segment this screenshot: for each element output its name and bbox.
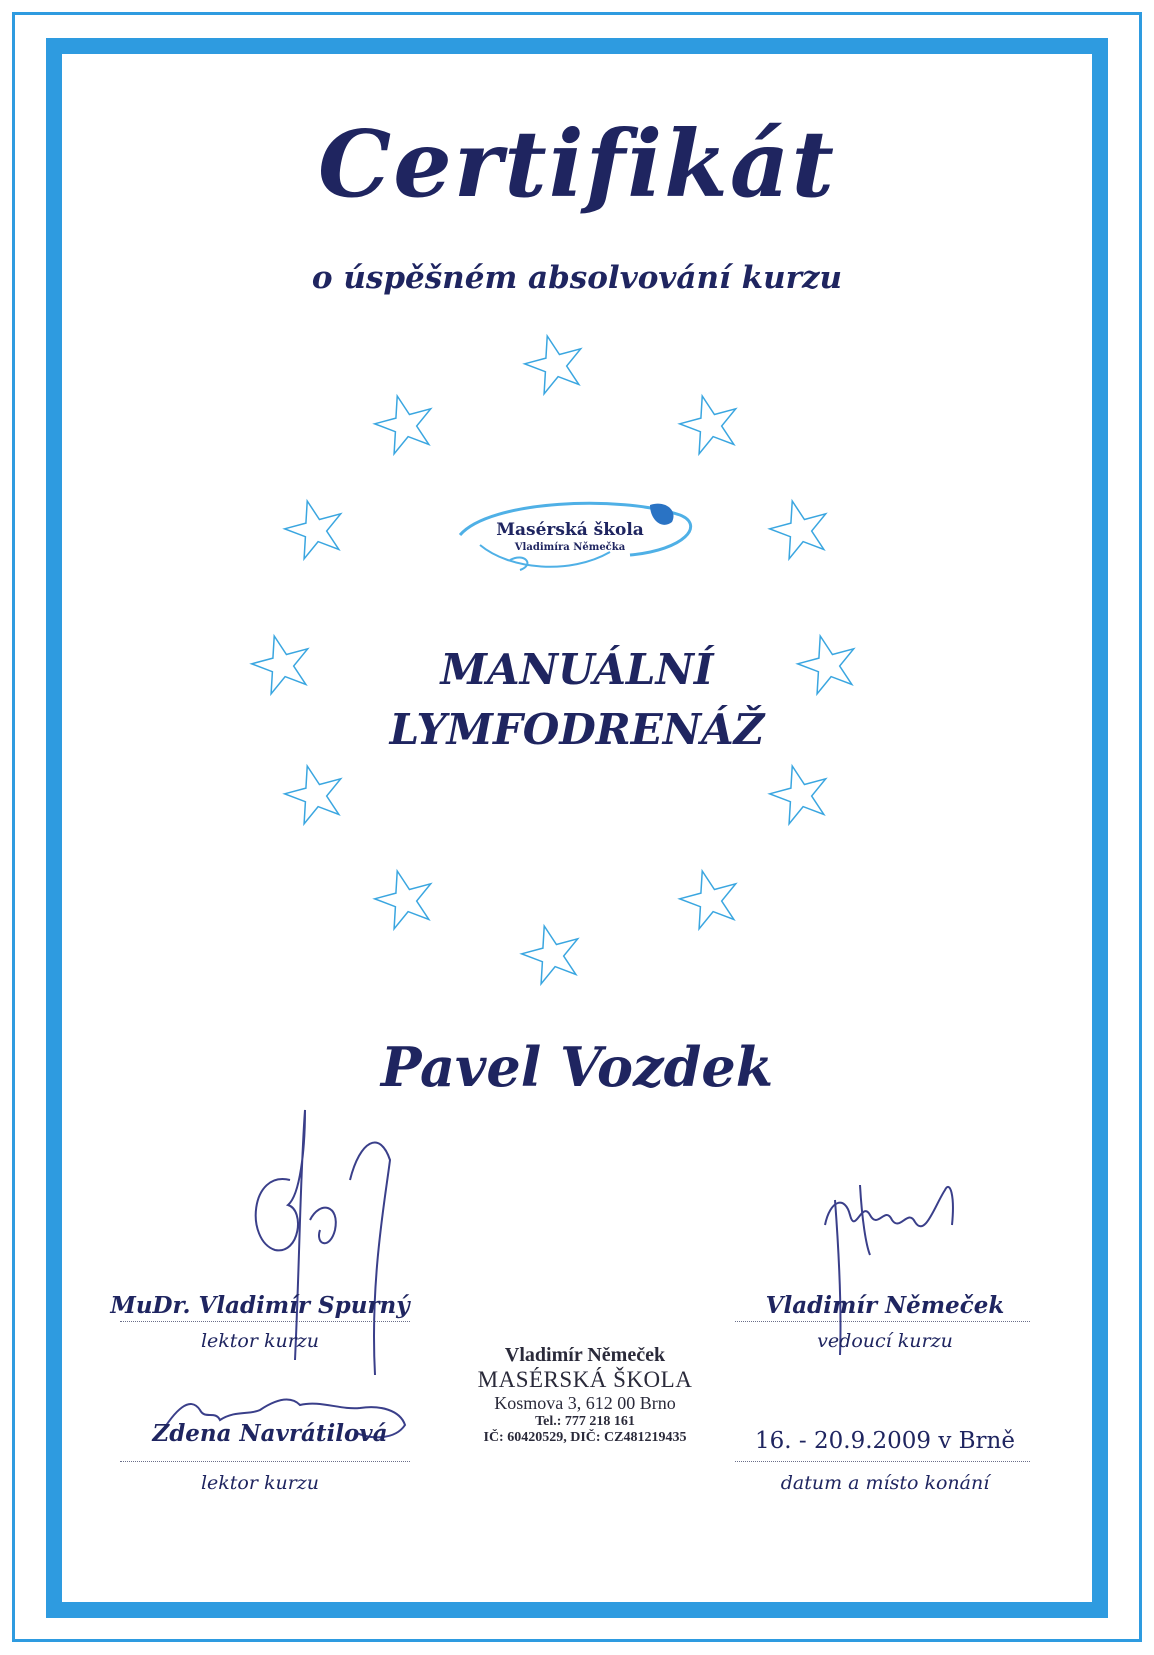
logo-name: Masérská škola xyxy=(496,520,644,540)
signature-line xyxy=(120,1321,410,1322)
lecturer2-name: Zdena Navrátilová xyxy=(152,1420,388,1447)
course-title-line1: MANUÁLNÍ xyxy=(440,645,714,694)
stamp-address: Kosmova 3, 612 00 Brno xyxy=(494,1393,676,1414)
lecturer1-name: MuDr. Vladimír Spurný xyxy=(110,1292,410,1319)
certificate-subtitle: o úspěšném absolvování kurzu xyxy=(311,260,843,296)
stamp-line1: Vladimír Němeček xyxy=(504,1344,666,1366)
signature-line xyxy=(735,1321,1030,1322)
signature-line xyxy=(120,1461,410,1462)
director-name: Vladimír Němeček xyxy=(765,1292,1005,1319)
certificate-title: Certifikát xyxy=(317,110,837,218)
logo-subname: Vladimíra Němečka xyxy=(514,542,626,553)
recipient-name: Pavel Vozdek xyxy=(380,1035,774,1099)
date-place-label: datum a místo konání xyxy=(780,1472,990,1494)
director-role: vedoucí kurzu xyxy=(817,1330,953,1352)
signature-line xyxy=(735,1461,1030,1462)
stamp-line2: MASÉRSKÁ ŠKOLA xyxy=(477,1367,693,1392)
lecturer1-role: lektor kurzu xyxy=(200,1330,320,1352)
lecturer2-role: lektor kurzu xyxy=(200,1472,320,1494)
stamp-ids: IČ: 60420529, DIČ: CZ481219435 xyxy=(483,1430,687,1446)
date-place: 16. - 20.9.2009 v Brně xyxy=(755,1428,1015,1454)
course-title-line2: LYMFODRENÁŽ xyxy=(389,705,765,754)
stamp-phone: Tel.: 777 218 161 xyxy=(535,1414,635,1430)
school-stamp xyxy=(440,1344,730,1446)
